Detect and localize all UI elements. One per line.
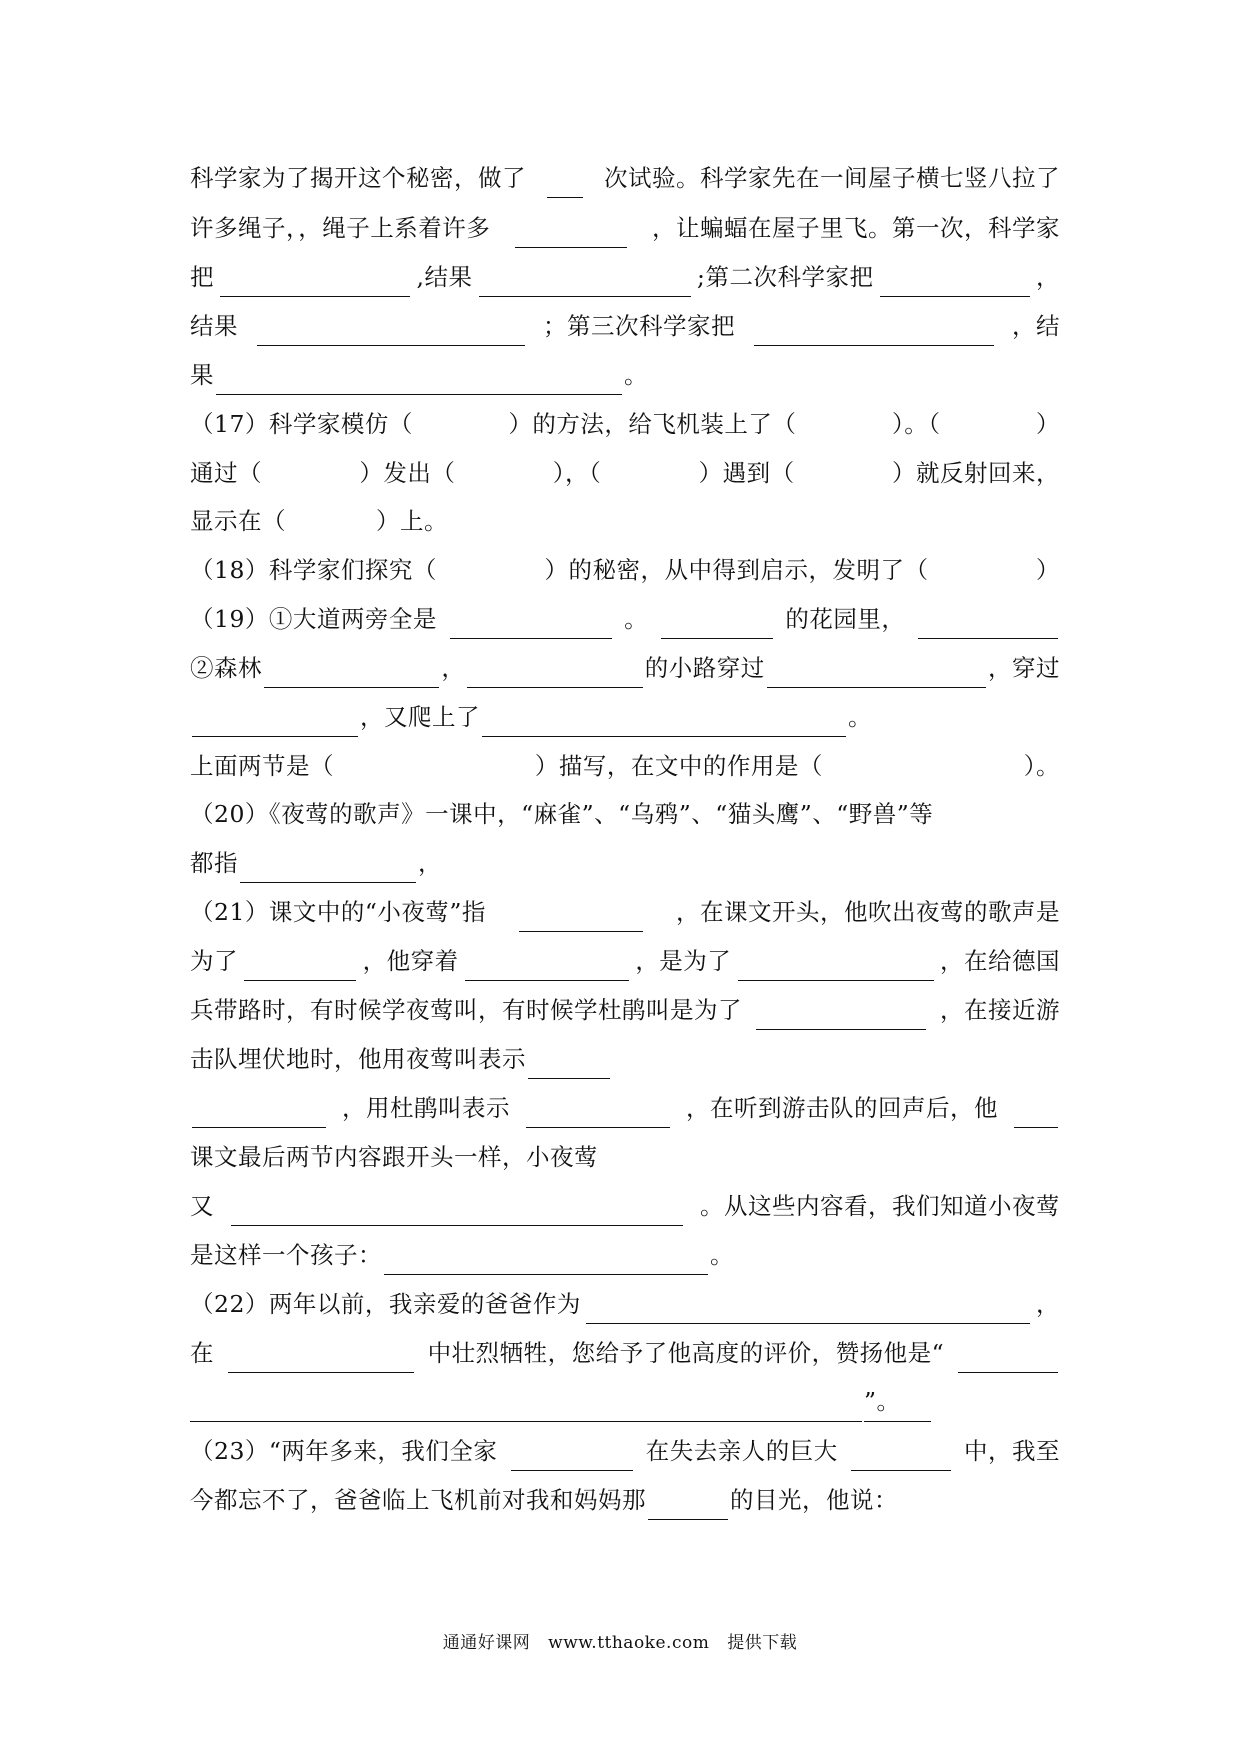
text-segment: （21）课文中的“小夜莺”指 <box>190 898 486 926</box>
answer-blank[interactable] <box>450 612 612 639</box>
text-line <box>190 990 1060 1030</box>
text-segment: ）就反射回来， <box>892 459 1060 487</box>
text-segment: ，是为了 <box>635 947 732 975</box>
answer-blank[interactable] <box>228 1346 414 1373</box>
text-segment: 通过（ <box>190 459 262 487</box>
answer-blank[interactable] <box>479 270 691 297</box>
text-segment: 课文最后两节内容跟开头一样，小夜莺 <box>190 1143 598 1171</box>
text-segment: ，他穿着 <box>362 947 459 975</box>
answer-blank[interactable] <box>192 1101 326 1128</box>
answer-blank[interactable] <box>547 171 583 198</box>
answer-blank[interactable] <box>231 1199 683 1226</box>
text-segment: ；第三次科学家把 <box>543 312 735 340</box>
text-segment: ， <box>441 654 466 682</box>
answer-blank[interactable] <box>851 1444 951 1471</box>
text-segment: ，在听到游击队的回声后，他 <box>686 1094 998 1122</box>
answer-blank[interactable] <box>190 1395 862 1422</box>
text-segment: 又 <box>190 1192 214 1220</box>
text-segment: ，在课文开头，他吹出夜莺的歌声是 <box>676 898 1060 926</box>
question-22 <box>190 1284 1060 1324</box>
answer-blank[interactable] <box>958 1346 1058 1373</box>
text-segment: ②森林 <box>190 654 262 682</box>
text-segment: 中壮烈牺牲，您给予了他高度的评价，赞扬他是“ <box>427 1339 945 1367</box>
text-segment: 。 <box>624 605 649 633</box>
text-segment: ）。（ <box>891 410 941 438</box>
answer-blank[interactable] <box>738 954 934 981</box>
text-line <box>190 355 1060 395</box>
text-segment: （19）①大道两旁全是 <box>190 605 437 633</box>
text-segment: ，穿过 <box>988 654 1061 682</box>
text-line <box>190 843 1060 883</box>
answer-blank[interactable] <box>192 710 358 737</box>
answer-blank[interactable] <box>465 954 629 981</box>
text-segment: ， <box>1036 1290 1060 1318</box>
text-segment: 果 <box>190 361 214 389</box>
question-17 <box>190 404 1060 444</box>
text-segment: ）。 <box>1023 752 1060 780</box>
text-segment: 。 <box>624 361 648 389</box>
text-segment: 为了 <box>190 947 238 975</box>
answer-blank[interactable] <box>586 1297 1030 1324</box>
answer-blank[interactable] <box>661 612 773 639</box>
text-segment: 的目光，他说： <box>730 1486 898 1514</box>
answer-blank[interactable] <box>756 1003 926 1030</box>
text-line <box>190 1382 1060 1422</box>
answer-blank[interactable] <box>918 612 1058 639</box>
text-segment: （22）两年以前，我亲爱的爸爸作为 <box>190 1290 581 1318</box>
text-segment: ） <box>1036 556 1060 584</box>
text-segment: ，又爬上了 <box>360 703 480 731</box>
text-line <box>190 1088 1060 1128</box>
text-segment: ） <box>1036 410 1060 438</box>
text-segment: ）发出（ <box>359 459 456 487</box>
text-segment: 上面两节是（ <box>190 752 334 780</box>
text-segment: ）遇到（ <box>698 459 795 487</box>
question-20 <box>190 794 1060 834</box>
answer-blank[interactable] <box>240 856 416 883</box>
text-segment: 的小路穿过 <box>644 654 765 682</box>
text-line <box>190 1480 1060 1520</box>
text-line <box>190 1039 1060 1079</box>
text-segment: 在 <box>190 1339 214 1367</box>
answer-blank[interactable] <box>511 1444 633 1471</box>
text-segment: ）上。 <box>376 507 448 535</box>
text-segment: ）的方法，给飞机装上了（ <box>508 410 797 438</box>
answer-blank[interactable] <box>880 270 1030 297</box>
text-segment: （18）科学家们探究（ <box>190 556 437 584</box>
text-segment: 。从这些内容看，我们知道小夜莺 <box>700 1192 1060 1220</box>
text-line <box>190 1186 1060 1226</box>
text-segment: 把 <box>190 263 214 291</box>
footer-suffix: 提供下载 <box>727 1633 798 1653</box>
text-segment: 显示在（ <box>190 507 286 535</box>
question-19 <box>190 599 1060 639</box>
text-segment: 兵带路时，有时候学夜莺叫，有时候学杜鹃叫是为了 <box>190 996 742 1024</box>
text-segment: 的花园里， <box>785 605 906 633</box>
text-segment: ），（ <box>552 459 602 487</box>
answer-blank[interactable] <box>482 710 846 737</box>
text-segment: 科学家为了揭开这个秘密，做了 <box>190 164 526 192</box>
text-line <box>190 648 1060 688</box>
answer-blank[interactable] <box>257 319 525 346</box>
text-segment: ;第二次科学家把 <box>697 263 874 291</box>
answer-blank[interactable] <box>754 319 994 346</box>
text-segment: ，在接近游 <box>940 996 1060 1024</box>
text-segment: ，结 <box>1012 312 1060 340</box>
answer-blank[interactable] <box>216 368 622 395</box>
text-segment: 击队埋伏地时，他用夜莺叫表示 <box>190 1045 526 1073</box>
text-segment: ）描写，在文中的作用是（ <box>534 752 823 780</box>
text-segment: ，让蝙蝠在屋子里飞。第一次，科学家 <box>652 214 1060 242</box>
text-segment: （17）科学家模仿（ <box>190 410 413 438</box>
text-line <box>190 453 1060 493</box>
text-segment: 。 <box>710 1241 734 1269</box>
text-segment: ”。 <box>864 1381 931 1422</box>
text-segment: ，用杜鹃叫表示 <box>342 1094 510 1122</box>
text-line <box>190 208 1060 248</box>
answer-blank[interactable] <box>467 661 642 688</box>
text-segment: 中，我至 <box>963 1437 1060 1465</box>
text-segment: 是这样一个孩子： <box>190 1241 382 1269</box>
text-line <box>190 941 1060 981</box>
text-line <box>190 746 1060 786</box>
text-line <box>190 1333 1060 1373</box>
text-segment: ， <box>418 849 442 877</box>
text-segment: ,结果 <box>416 263 473 291</box>
answer-blank[interactable] <box>519 905 643 932</box>
answer-blank[interactable] <box>220 270 410 297</box>
text-segment: 都指 <box>190 849 238 877</box>
text-segment: 许多绳子，，绳子上系着许多 <box>190 214 491 242</box>
footer-url[interactable]: www.tthaoke.com <box>548 1633 710 1653</box>
text-segment: （23）“两年多来，我们全家 <box>190 1437 498 1465</box>
text-line <box>190 1235 1060 1275</box>
question-21 <box>190 892 1060 932</box>
answer-blank[interactable] <box>648 1493 728 1520</box>
text-segment: 在失去亲人的巨大 <box>645 1437 838 1465</box>
text-line <box>190 697 1060 737</box>
text-line <box>190 1137 1060 1177</box>
answer-blank[interactable] <box>1014 1101 1058 1128</box>
text-segment: 今都忘不了，爸爸临上飞机前对我和妈妈那 <box>190 1486 646 1514</box>
text-segment: 结果 <box>190 312 238 340</box>
footer-site-name: 通通好课网 <box>442 1633 531 1653</box>
question-18 <box>190 550 1060 590</box>
text-line <box>190 257 1060 297</box>
text-line <box>190 501 1060 541</box>
answer-blank[interactable] <box>526 1101 670 1128</box>
text-segment: ，在给德国 <box>939 947 1060 975</box>
text-segment: ）的秘密，从中得到启示，发明了（ <box>544 556 929 584</box>
answer-blank[interactable] <box>767 661 986 688</box>
answer-blank[interactable] <box>244 954 356 981</box>
answer-blank[interactable] <box>264 661 439 688</box>
text-segment: ， <box>1036 263 1060 291</box>
question-23 <box>190 1431 1060 1471</box>
answer-blank[interactable] <box>384 1248 708 1275</box>
page-footer <box>0 1628 1240 1653</box>
text-segment: 。 <box>848 703 872 731</box>
answer-blank[interactable] <box>515 221 627 248</box>
answer-blank[interactable] <box>528 1052 610 1079</box>
text-segment: 次试验。科学家先在一间屋子横七竖八拉了 <box>604 164 1060 192</box>
text-line <box>190 306 1060 346</box>
text-line <box>190 158 1060 198</box>
text-segment: （20）《夜莺的歌声》一课中，“麻雀”、“乌鸦”、“猫头鹰”、“野兽”等 <box>190 800 934 828</box>
